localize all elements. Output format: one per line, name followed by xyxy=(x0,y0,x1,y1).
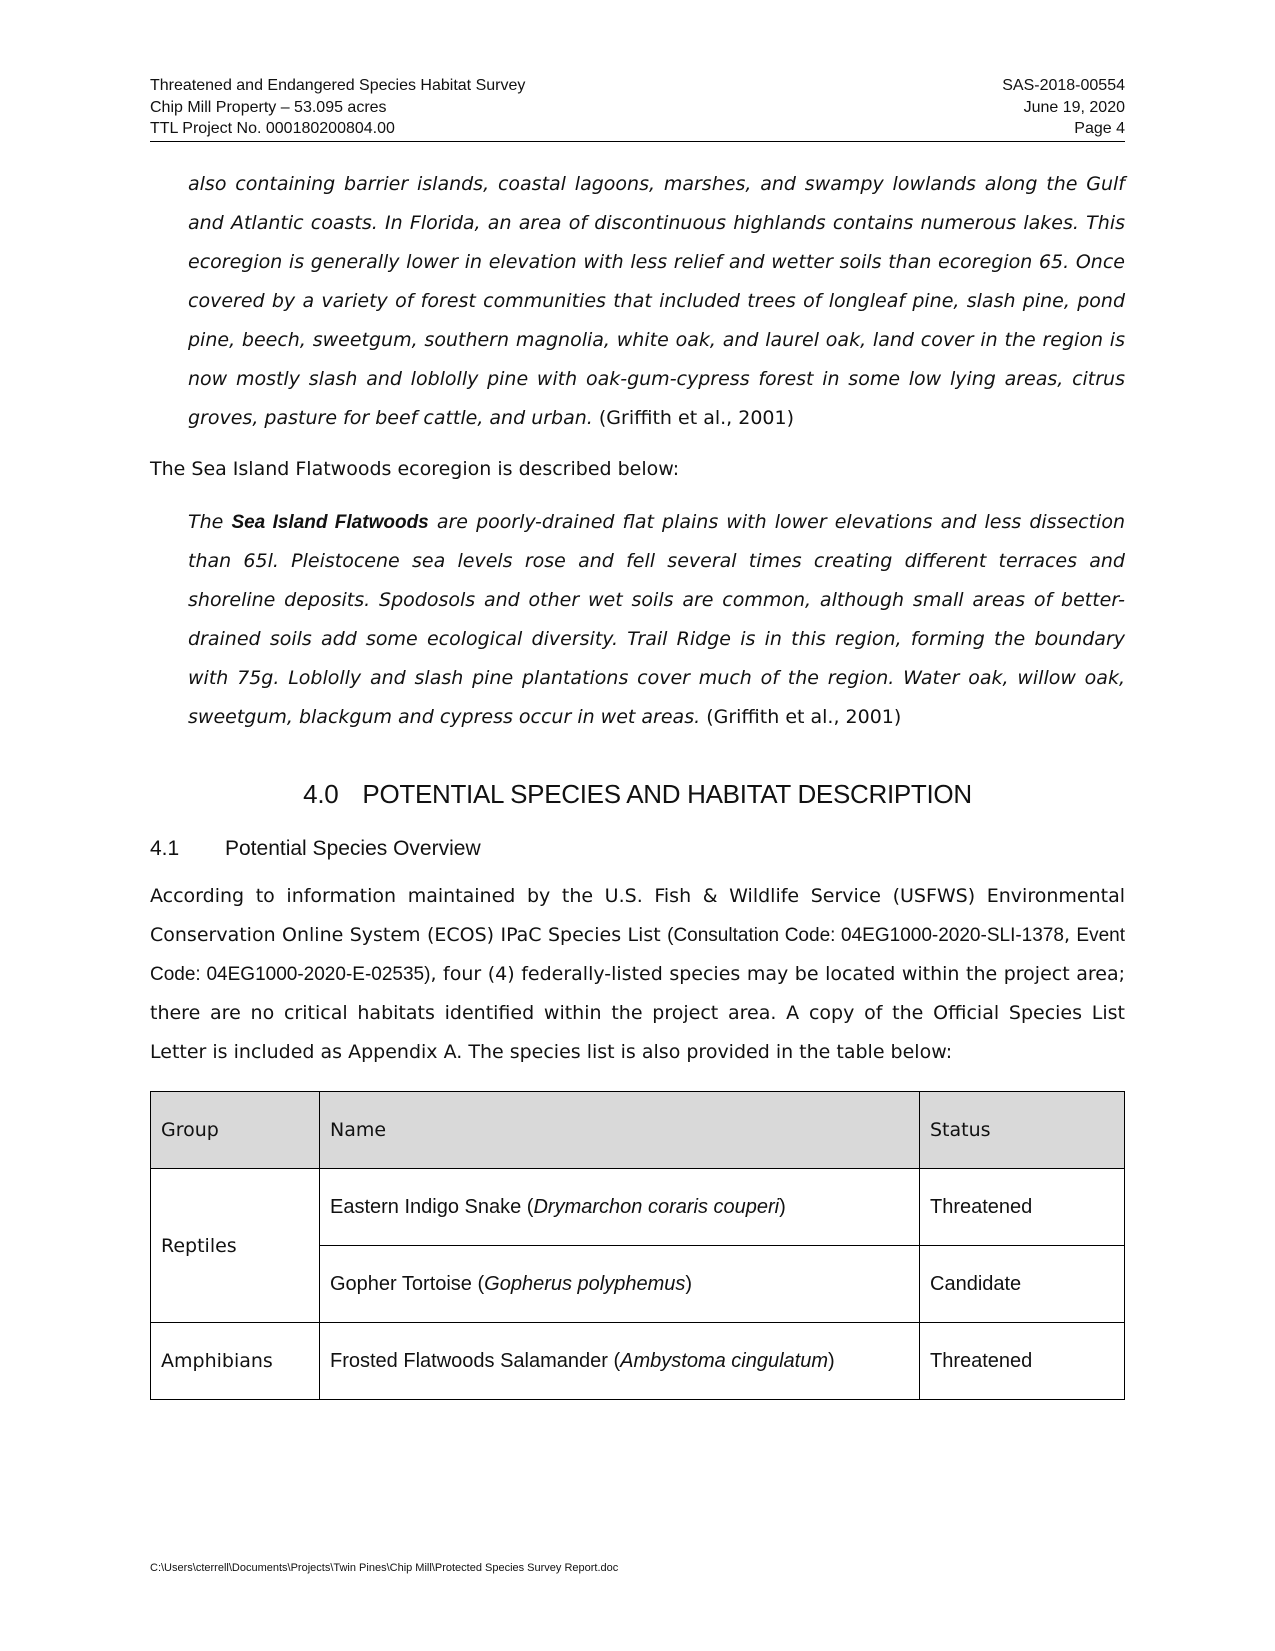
species-common-name: Frosted Flatwoods Salamander ( xyxy=(330,1349,621,1372)
species-common-name: Gopher Tortoise ( xyxy=(330,1272,485,1295)
quote-ecoregion-75 xyxy=(188,165,1125,438)
species-intro-paragraph xyxy=(150,877,1125,1072)
quote-prefix: The xyxy=(188,511,232,533)
section-heading xyxy=(150,777,1125,811)
species-table xyxy=(150,1091,1125,1400)
subsection-heading xyxy=(150,835,1125,863)
species-scientific-name: Ambystoma cingulatum xyxy=(620,1349,829,1372)
species-status: Threatened xyxy=(920,1323,1125,1400)
species-name-close: ) xyxy=(685,1272,693,1295)
intro-text-1: According to information maintained by the U.S. Fish & Wildlife Service (USFWS) Environmental Conservation Online System (ECOS) IPaC Species List xyxy=(150,885,1125,946)
quote-term: Sea Island Flatwoods xyxy=(231,512,429,533)
quote-ecoregion-75-citation: (Griffith et al., 2001) xyxy=(598,407,795,429)
quote-sea-island-flatwoods xyxy=(188,503,1125,737)
quote-sea-island-citation: (Griffith et al., 2001) xyxy=(706,706,902,728)
group-amphibians: Amphibians xyxy=(151,1323,320,1400)
quote-sea-island-text: are poorly-drained flat plains with lower elevations and less dissection than 65l. Pleistocene sea levels rose and fell several times creating different terraces and shoreline deposits. Spodosols and other wet soils are common, although small areas of better-drained soils add some ecological diversity. Trail Ridge is in this region, forming the boundary with 75g. Loblolly and slash pine plantations cover much of the region. Water oak, willow oak, sweetgum, blackgum and cypress occur in wet areas. xyxy=(188,511,1125,728)
table-row xyxy=(151,1169,1125,1246)
header-project-number: TTL Project No. 000180200804.00 xyxy=(150,120,395,137)
species-name-cell xyxy=(320,1246,920,1323)
table-row xyxy=(151,1323,1125,1400)
header-group: Group xyxy=(151,1092,320,1169)
group-reptiles: Reptiles xyxy=(151,1169,320,1323)
header-property: Chip Mill Property – 53.095 acres xyxy=(150,98,387,116)
species-status: Threatened xyxy=(920,1169,1125,1246)
header-name: Name xyxy=(320,1092,920,1169)
header-permit-number: SAS-2018-00554 xyxy=(1002,77,1125,94)
header-title: Threatened and Endangered Species Habitat Survey xyxy=(150,77,526,94)
species-name-close: ) xyxy=(828,1349,835,1372)
header-page-number: Page 4 xyxy=(1074,120,1125,137)
subsection-number: 4.1 xyxy=(150,837,180,860)
page-header xyxy=(150,75,1125,142)
lead-in-paragraph: The Sea Island Flatwoods ecoregion is described below: xyxy=(150,458,680,480)
intro-separator: , xyxy=(1063,924,1077,946)
species-scientific-name: Drymarchon coraris couperi xyxy=(533,1195,780,1218)
intro-text-2: , four (4) federally-listed species may be located within the project area; there are no critical habitats identified within the project area. A copy of the Official Species List Letter is included as Appendix A. The species list is also provided in the table below: xyxy=(150,963,1125,1063)
section-number: 4.0 xyxy=(303,779,339,809)
species-status: Candidate xyxy=(920,1246,1125,1323)
document-body xyxy=(150,165,1125,1400)
species-name-cell xyxy=(320,1323,920,1400)
footer-file-path: C:\Users\cterrell\Documents\Projects\Twin Pines\Chip Mill\Protected Species Survey Report.doc xyxy=(150,1562,619,1574)
table-header-row xyxy=(151,1092,1125,1169)
header-date: June 19, 2020 xyxy=(1023,98,1125,116)
species-name-close: ) xyxy=(779,1195,786,1218)
header-status: Status xyxy=(920,1092,1125,1169)
subsection-title: Potential Species Overview xyxy=(225,837,481,860)
species-scientific-name: Gopherus polyphemus xyxy=(484,1272,686,1295)
quote-ecoregion-75-text: also containing barrier islands, coastal lagoons, marshes, and swampy lowlands along the Gulf and Atlantic coasts. In Florida, an area of discontinuous highlands contains numerous lakes. This ecoregion is generally lower in elevation with less relief and wetter soils than ecoregion 65. Once covered by a variety of forest communities that included trees of longleaf pine, slash pine, pond pine, beech, sweetgum, southern magnolia, white oak, and laurel oak, land cover in the region is now mostly slash and loblolly pine with oak-gum-cypress forest in some low lying areas, citrus groves, pasture for beef cattle, and urban. xyxy=(188,173,1125,429)
species-common-name: Eastern Indigo Snake ( xyxy=(330,1195,534,1218)
event-code: Event Code: 04EG1000-2020-E-02535) xyxy=(150,925,1125,985)
consultation-code: (Consultation Code: 04EG1000-2020-SLI-1378 xyxy=(667,925,1064,946)
section-title: POTENTIAL SPECIES AND HABITAT DESCRIPTION xyxy=(362,779,972,809)
species-name-cell xyxy=(320,1169,920,1246)
